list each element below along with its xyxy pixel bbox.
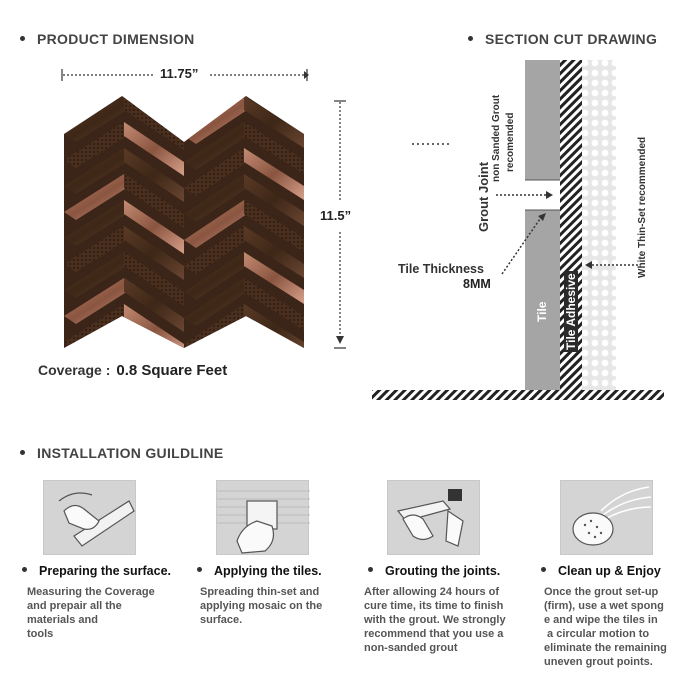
height-arrow — [330, 98, 350, 354]
bullet-icon — [368, 567, 373, 572]
section-cut-diagram — [370, 58, 670, 406]
bullet-icon — [20, 450, 25, 455]
height-label: 11.5” — [320, 208, 352, 223]
step-2-title: Applying the tiles. — [197, 564, 322, 578]
coverage-value: 0.8 Square Feet — [116, 362, 228, 379]
trowel-hand-icon — [216, 480, 309, 555]
tile-label: Tile — [535, 301, 549, 322]
thinset-note-label: White Thin-Set recommended — [637, 136, 648, 278]
product-dimension-title: PRODUCT DIMENSION — [20, 31, 195, 47]
herringbone-tile-image — [64, 96, 304, 348]
installation-title: INSTALLATION GUILDLINE — [20, 445, 224, 461]
step-1-desc: Measuring the Coverage and prepair all the materials and tools — [27, 586, 155, 640]
tile-thickness-value: 8MM — [463, 277, 491, 291]
step-4-desc: Once the grout set-up (firm), use a wet spong e and wipe the tiles in a circular motion to eliminate the remaining uneven grout points. — [544, 586, 667, 668]
coverage-label: Coverage : — [38, 362, 111, 378]
bullet-icon — [541, 567, 546, 572]
bullet-icon — [197, 567, 202, 572]
grout-note-line1: non Sanded Grout — [491, 94, 502, 182]
coverage-line — [38, 362, 227, 379]
step-3-title: Grouting the joints. — [368, 564, 500, 578]
bullet-icon — [468, 36, 473, 41]
measuring-hand-icon — [43, 480, 136, 555]
step-2-desc: Spreading thin-set and applying mosaic on the surface. — [200, 586, 323, 626]
grout-joint-label: Grout Joint — [476, 161, 491, 232]
grout-note-line2: recomended — [505, 112, 516, 172]
tile-thickness-label: Tile Thickness — [398, 262, 484, 276]
bullet-icon — [22, 567, 27, 572]
step-1-title: Preparing the surface. — [22, 564, 171, 578]
width-label: 11.75” — [160, 66, 199, 81]
step-3-desc: After allowing 24 hours of cure time, its time to finish with the grout. We strongly recommend that you use a non-sanded grout — [364, 586, 506, 654]
grout-float-icon — [387, 480, 480, 555]
step-4-title: Clean up & Enjoy — [541, 564, 661, 578]
tile-adhesive-label: Tile Adhesive — [564, 273, 578, 350]
sponge-wipe-icon — [560, 480, 653, 555]
section-cut-title: SECTION CUT DRAWING — [468, 31, 657, 47]
bullet-icon — [20, 36, 25, 41]
